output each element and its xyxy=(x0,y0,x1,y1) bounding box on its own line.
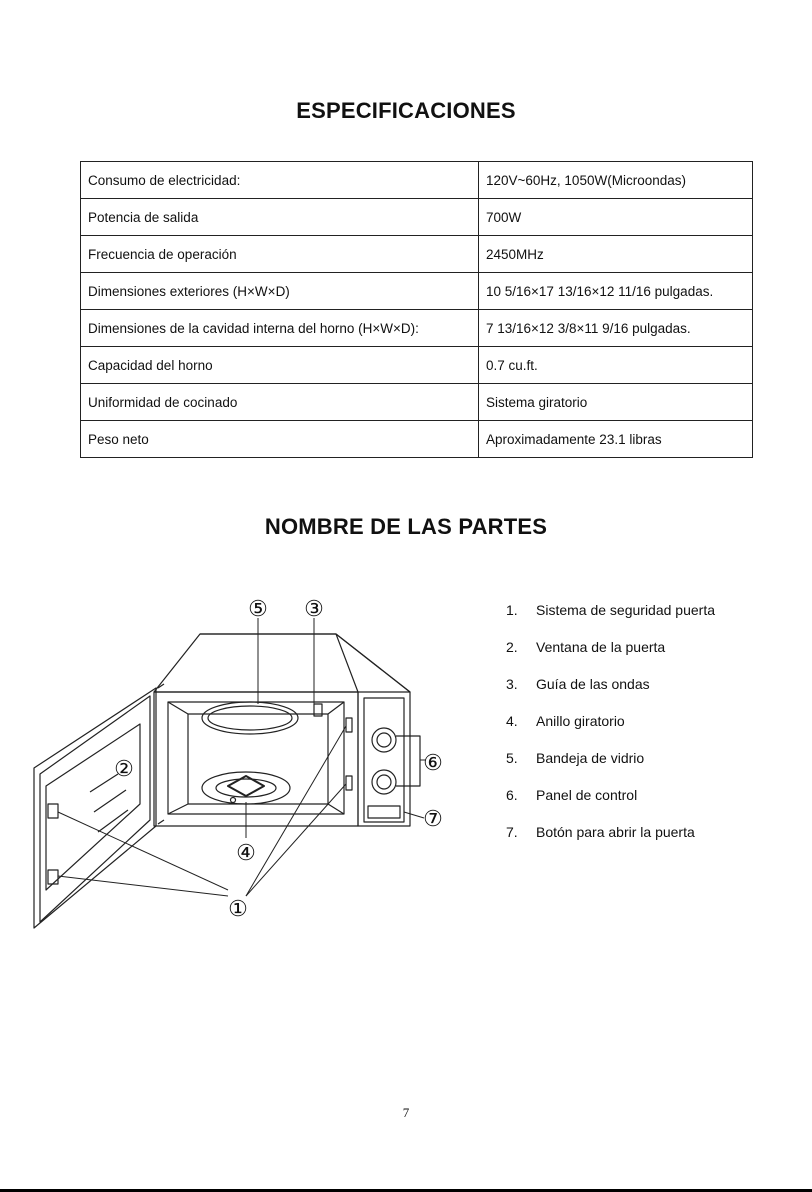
microwave-diagram xyxy=(28,590,468,940)
spec-value: Sistema giratorio xyxy=(479,384,753,421)
part-number: 3. xyxy=(506,676,518,692)
spec-value: 0.7 cu.ft. xyxy=(479,347,753,384)
list-item xyxy=(506,602,715,639)
spec-table xyxy=(80,161,753,458)
spec-label: Uniformidad de cocinado xyxy=(81,384,479,421)
spec-label: Capacidad del horno xyxy=(81,347,479,384)
table-row xyxy=(81,347,753,384)
part-number: 6. xyxy=(506,787,518,803)
table-row xyxy=(81,162,753,199)
control-panel xyxy=(364,698,420,822)
part-label: Ventana de la puerta xyxy=(536,639,666,655)
callout-6: ⑥ xyxy=(423,751,443,776)
spec-label: Dimensiones de la cavidad interna del horno (H×W×D): xyxy=(81,310,479,347)
part-label: Bandeja de vidrio xyxy=(536,750,645,766)
spec-value: 700W xyxy=(479,199,753,236)
callout-2: ② xyxy=(114,757,134,782)
spec-value: 120V~60Hz, 1050W(Microondas) xyxy=(479,162,753,199)
table-row xyxy=(81,310,753,347)
list-item xyxy=(506,787,715,824)
callout-7: ⑦ xyxy=(423,807,443,832)
table-row xyxy=(81,421,753,458)
interlock-latches xyxy=(346,718,352,790)
page-number: 7 xyxy=(402,1105,410,1120)
callout-3: ③ xyxy=(304,597,324,622)
parts-list xyxy=(506,602,715,861)
table-row xyxy=(81,199,753,236)
spec-value: 7 13/16×12 3/8×11 9/16 pulgadas. xyxy=(479,310,753,347)
spec-label: Peso neto xyxy=(81,421,479,458)
spec-label: Consumo de electricidad: xyxy=(81,162,479,199)
list-item xyxy=(506,639,715,676)
part-number: 1. xyxy=(506,602,518,618)
list-item xyxy=(506,750,715,787)
part-label: Guía de las ondas xyxy=(536,676,650,692)
spec-value: Aproximadamente 23.1 libras xyxy=(479,421,753,458)
oven-door xyxy=(34,684,164,928)
callout-1: ① xyxy=(228,897,248,922)
spec-value: 10 5/16×17 13/16×12 11/16 pulgadas. xyxy=(479,273,753,310)
parts-title: NOMBRE DE LAS PARTES xyxy=(264,514,548,539)
spec-label: Potencia de salida xyxy=(81,199,479,236)
list-item xyxy=(506,713,715,750)
list-item xyxy=(506,676,715,713)
oven-cavity xyxy=(168,702,344,814)
part-label: Anillo giratorio xyxy=(536,713,625,729)
part-number: 7. xyxy=(506,824,518,840)
callout-5: ⑤ xyxy=(248,597,268,622)
part-number: 2. xyxy=(506,639,518,655)
part-number: 5. xyxy=(506,750,518,766)
list-item xyxy=(506,824,715,861)
table-row xyxy=(81,236,753,273)
spec-label: Dimensiones exteriores (H×W×D) xyxy=(81,273,479,310)
part-label: Panel de control xyxy=(536,787,638,803)
spec-label: Frecuencia de operación xyxy=(81,236,479,273)
part-label: Botón para abrir la puerta xyxy=(536,824,695,840)
spec-value: 2450MHz xyxy=(479,236,753,273)
callout-4: ④ xyxy=(236,841,256,866)
part-number: 4. xyxy=(506,713,518,729)
spec-title: ESPECIFICACIONES xyxy=(296,98,516,123)
table-row xyxy=(81,384,753,421)
part-label: Sistema de seguridad puerta xyxy=(536,602,715,618)
table-row xyxy=(81,273,753,310)
